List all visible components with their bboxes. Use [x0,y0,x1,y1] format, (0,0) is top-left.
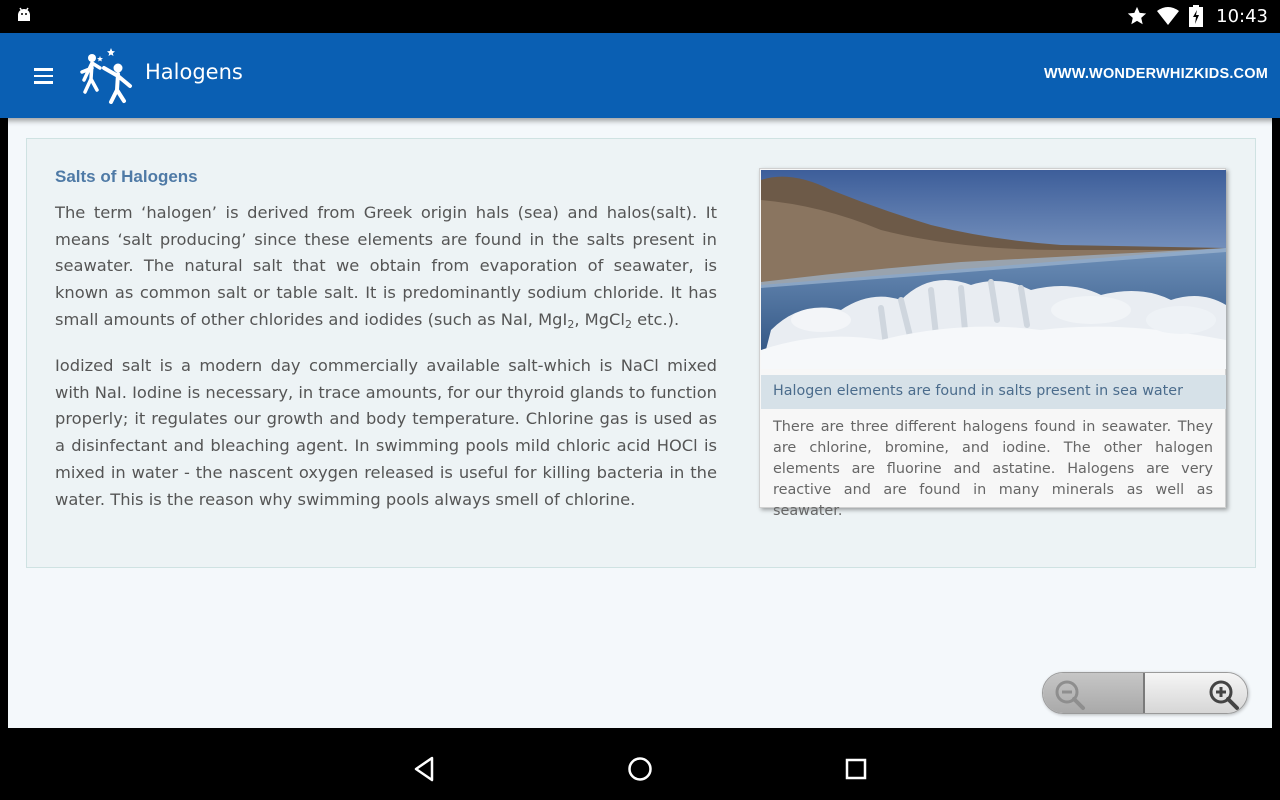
section-title: Salts of Halogens [55,167,198,186]
home-icon[interactable] [625,754,655,784]
subscript-2: 2 [624,317,632,331]
zoom-in-icon [1203,677,1243,711]
android-debug-icon [15,6,33,26]
menu-icon-bar [34,81,53,84]
zoom-control [1042,672,1248,714]
battery-icon [1188,5,1204,27]
image-description: There are three different halogens found in seawater. They are chlorine, bromine, and iodine. The other halogen elements are fluorine and astatine. Halogens are very reactive and are found in many minerals as well as seawater. [773,419,1213,519]
menu-button[interactable] [26,59,60,93]
app-bar [0,33,1280,118]
navigation-bar [0,736,1280,800]
star-icon [1126,5,1148,27]
website-link[interactable]: WWW.WONDERWHIZKIDS.COM [1043,66,1268,82]
menu-icon-bar [34,68,53,71]
content-area [8,118,1272,728]
zoom-out-button[interactable] [1043,673,1145,713]
sea-salt-photo [761,170,1226,369]
wonderwhizkids-logo [80,46,140,104]
paragraph-1-mid: , MgCl [574,309,625,329]
subscript-2: 2 [567,317,575,331]
back-icon[interactable] [410,754,440,784]
menu-icon-bar [34,75,53,78]
paragraph-1-tail: etc.). [631,309,680,329]
app-title: Halogens [145,60,243,84]
paragraph-1-lead: The term ‘halogen’ is derived from Greek origin hals (sea) and halos(salt). It means ‘salt producing’ since these elements are found in the salts present in seawater. The natural salt that we obtain from evaporation of seawater, is known as common salt or table salt. It is predominantly sodium chloride. It has small amounts of other chlorides and iodides (such as NaI, MgI [55,203,717,329]
image-caption: Halogen elements are found in salts present in sea water [761,375,1226,409]
article-paragraph-1 [55,200,717,334]
zoom-in-button[interactable] [1145,673,1247,713]
status-bar [0,0,1280,33]
article-card [26,138,1256,568]
recents-icon[interactable] [841,754,871,784]
article-paragraph-2: Iodized salt is a modern day commercially available salt-which is NaCl mixed with NaI. Iodine is necessary, in trace amounts, for our thyroid glands to function properly; it regulates our growth and body temperature. Chlorine gas is used as a disinfectant and bleaching agent. In swimming pools mild chloric acid HOCl is mixed in water - the nascent oxygen released is useful for killing bacteria in the water. This is the reason why swimming pools always smell of chlorine. [55,356,717,509]
image-card [759,168,1226,519]
status-time: 10:43 [1216,5,1268,27]
wifi-icon [1156,5,1180,27]
zoom-out-icon [1051,678,1091,712]
